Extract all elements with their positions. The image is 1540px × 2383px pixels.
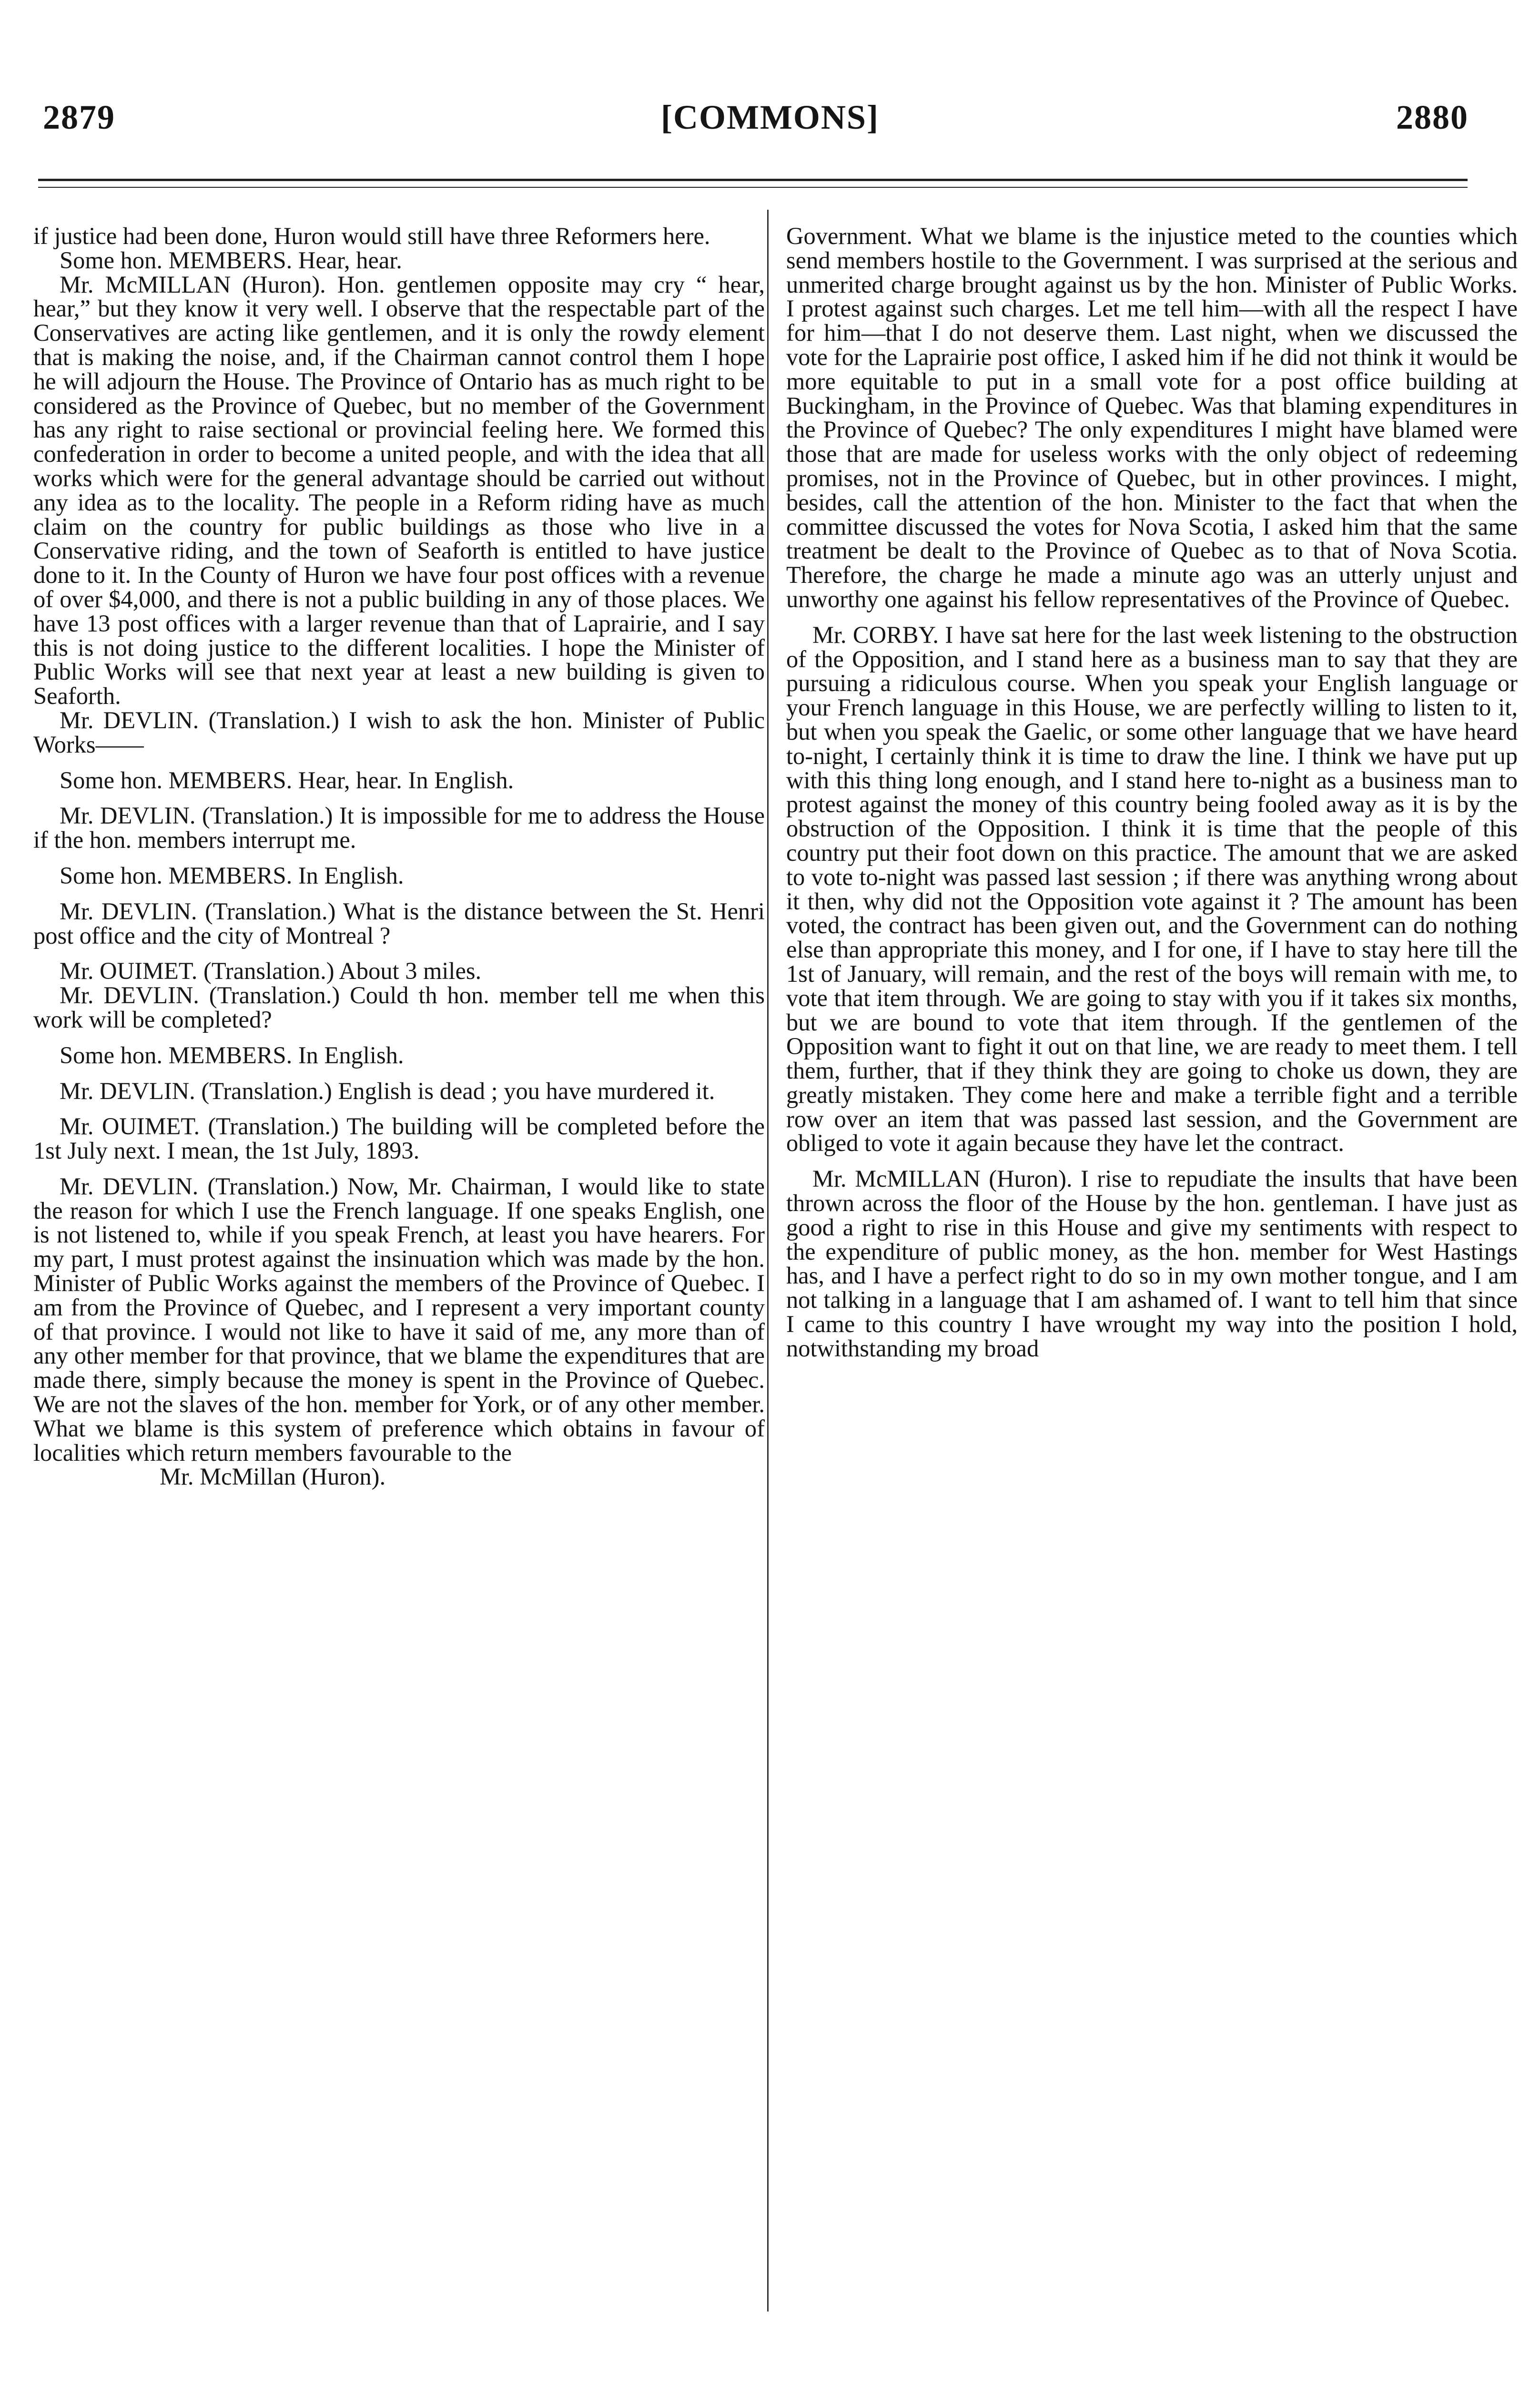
page-number-left: 2879 — [43, 98, 115, 136]
header-rule-thin — [38, 187, 1468, 188]
column-divider — [767, 210, 769, 2312]
paragraph: Mr. DEVLIN. (Translation.) I wish to ask the hon. Minister of Public Works—— — [33, 706, 765, 758]
paragraph: Government. What we blame is the injustice meted to the counties which send members hostile to the Government. I was surprised at the serious and unmerited charge brought against us by the hon. Minister of Public Works. I protest against such charges. Let me tell him—with all the respect I have for him—that I do not deserve them. Last night, when we discussed the vote for the Laprairie post office, I asked him if he did not think it would be more equitable to put in a small vote for a post office building at Buckingham, in the Province of Quebec. Was that blaming expenditures in the Province of Quebec? The only expenditures I might have blamed were those that are made for useless works with the only object of redeeming promises, not in the Province of Quebec, but in other provinces. I might, besides, call the attention of the hon. Minister to the fact that when the committee discussed the votes for Nova Scotia, I asked him that the same treatment be dealt to the Province of Quebec as to that of Nova Scotia. Therefore, the charge he made a minute ago was an utterly unjust and unworthy one against his fellow representatives of the Province of Quebec. — [786, 223, 1518, 612]
running-title: [COMMONS] — [661, 98, 879, 136]
paragraph: Some hon. MEMBERS. Hear, hear. — [60, 246, 402, 274]
paragraph: Mr. CORBY. I have sat here for the last week listening to the obstruction of the Opposition, and I stand here as a business man to say that they are pursuing a ridiculous course. When you speak your English language or your French language in this House, we are perfectly willing to listen to it, but when you speak the Gaelic, or some other language that we have heard to-night, I certainly think it is time to draw the line. I think we have put up with this thing long enough, and I stand here to-night as a business man to protest against the money of this country being fooled away as it is by the obstruction of the Opposition. I think it is time that the people of this country put their foot down on this practice. The amount that we are asked to vote to-night was passed last session ; if there was anything wrong about it then, why did not the Opposition vote against it ? The amount has been voted, the contract has been given out, and the Government can do nothing else than appropriate this money, and I for one, if I have to stay here till the 1st of January, will remain, and the rest of the boys will remain with me, to vote that item through. We are going to stay with you if it takes six months, but we are bound to vote that item through. If the gentlemen of the Opposition want to fight it out on that line, we are ready to meet them. I tell them, further, that if they think they are going to choke us down, they are greatly mistaken. They come here and make a terrible fight and a terrible row over an item that was passed last session, and the Government are obliged to vote it again because they have let the contract. — [786, 621, 1518, 1157]
header-rule-thick — [38, 179, 1468, 181]
paragraph: Mr. OUIMET. (Translation.) The building will be completed before the 1st July next. I mean, the 1st July, 1893. — [33, 1113, 765, 1164]
page-number-right: 2880 — [1396, 98, 1469, 136]
footer-speaker-line: Mr. McMillan (Huron). — [160, 1463, 386, 1490]
paragraph: Mr. DEVLIN. (Translation.) Could th hon. member tell me when this work will be completed? — [33, 982, 765, 1033]
paragraph: Mr. McMILLAN (Huron). I rise to repudiate the insults that have been thrown across the floor of the House by the hon. gentleman. I have just as good a right to rise in this House and give my sentiments with respect to the expenditure of public money, as the hon. member for West Hastings has, and I have a perfect right to do so in my own mother tongue, and I am not talking in a language that I am ashamed of. I want to tell him that since I came to this country I have wrought my way into the position I hold, notwithstanding my broad — [786, 1165, 1518, 1362]
paragraph: Some hon. MEMBERS. In English. — [60, 1041, 404, 1069]
right-column — [786, 224, 1518, 1361]
paragraph: Mr. DEVLIN. (Translation.) English is dead ; you have murdered it. — [60, 1077, 715, 1104]
paragraph: Mr. DEVLIN. (Translation.) What is the distance between the St. Henri post office and the city of Montreal ? — [33, 897, 765, 949]
paragraph: Some hon. MEMBERS. Hear, hear. In English. — [60, 766, 514, 794]
paragraph: Mr. McMILLAN (Huron). Hon. gentlemen opposite may cry “ hear, hear,” but they know it very well. I observe that the respectable part of the Conservatives are acting like gentlemen, and it is only the rowdy element that is making the noise, and, if the Chairman cannot control them I hope he will adjourn the House. The Province of Ontario has as much right to be considered as the Province of Quebec, but no member of the Government has any right to raise sectional or provincial feeling here. We formed this confederation in order to become a united people, and with the idea that all works which were for the general advantage should be carried out without any idea as to the locality. The people in a Reform riding have as much claim on the country for public buildings as those who live in a Conservative riding, and the town of Seaforth is entitled to have justice done to it. In the County of Huron we have four post offices with a revenue of over $4,000, and there is not a public building in any of those places. We have 13 post offices with a larger revenue than that of Laprairie, and I say this is not doing justice to the different localities. I hope the Minister of Public Works will see that next year at least a new building is given to Seaforth. — [33, 271, 765, 710]
left-column — [33, 224, 765, 1489]
paragraph: Mr. DEVLIN. (Translation.) It is impossible for me to address the House if the hon. members interrupt me. — [33, 802, 765, 854]
paragraph: Mr. OUIMET. (Translation.) About 3 miles. — [60, 957, 482, 985]
paragraph: Some hon. MEMBERS. In English. — [60, 862, 404, 889]
paragraph: Mr. DEVLIN. (Translation.) Now, Mr. Chairman, I would like to state the reason for which I use the French language. If one speaks English, one is not listened to, while if you speak French, at least you have hearers. For my part, I must protest against the insinuation which was made by the hon. Minister of Public Works against the members of the Province of Quebec. I am from the Province of Quebec, and I represent a very important county of that province. I would not like to have it said of me, any more than of any other member for that province, that we blame the expenditures that are made there, simply because the money is spent in the Province of Quebec. We are not the slaves of the hon. member for York, or of any other member. What we blame is this system of preference which obtains in favour of localities which return members favourable to the — [33, 1172, 765, 1466]
paragraph: if justice had been done, Huron would still have three Reformers here. — [33, 223, 710, 249]
